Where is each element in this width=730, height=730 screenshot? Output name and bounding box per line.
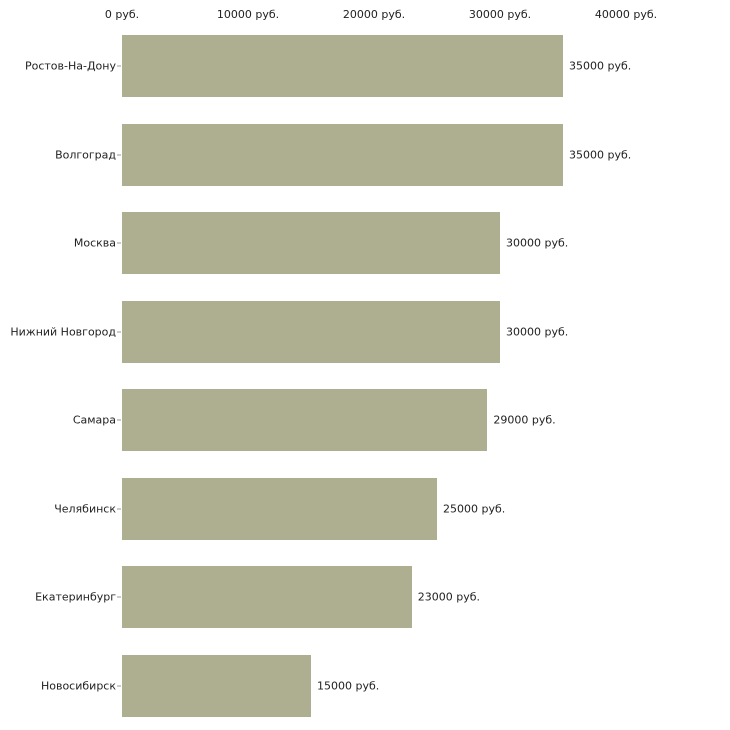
bar[interactable]: [122, 212, 500, 274]
x-axis-tick-label: 40000 руб.: [594, 8, 658, 21]
bar-value-label: 30000 руб.: [506, 236, 569, 250]
category-label: Самара: [72, 413, 116, 427]
category-tick-mark: [117, 508, 121, 509]
category-label: Челябинск: [54, 502, 116, 516]
bar-row: [72, 389, 730, 451]
bar-value-label: 30000 руб.: [506, 325, 569, 339]
category-label: Москва: [73, 236, 116, 250]
category-label: Новосибирск: [40, 679, 116, 693]
x-axis-tick-label: 30000 руб.: [468, 8, 532, 21]
category-tick-mark: [117, 154, 121, 155]
bar-value-label: 15000 руб.: [317, 679, 380, 693]
bar-row: [73, 212, 730, 274]
x-axis-tick-label: 0 руб.: [104, 8, 140, 21]
bar-row: [10, 301, 730, 363]
bar[interactable]: [122, 389, 487, 451]
category-tick-mark: [117, 420, 121, 421]
bar-row: [55, 124, 730, 186]
bar-value-label: 35000 руб.: [569, 148, 632, 162]
bar[interactable]: [122, 566, 412, 628]
bar[interactable]: [122, 655, 311, 717]
bar[interactable]: [122, 478, 437, 540]
bar-value-label: 35000 руб.: [569, 59, 632, 73]
bar-row: [54, 478, 730, 540]
bar-value-label: 29000 руб.: [493, 413, 556, 427]
bar-value-label: 25000 руб.: [443, 502, 506, 516]
bar-row: [35, 566, 730, 628]
bar-row: [24, 35, 730, 97]
bar-row: [40, 655, 730, 717]
x-axis-tick-label: 10000 руб.: [216, 8, 280, 21]
bar[interactable]: [122, 124, 563, 186]
category-label: Ростов-На-Дону: [24, 59, 116, 73]
category-label: Нижний Новгород: [10, 325, 116, 339]
bar[interactable]: [122, 35, 563, 97]
category-label: Волгоград: [55, 148, 116, 162]
category-tick-mark: [117, 685, 121, 686]
bar[interactable]: [122, 301, 500, 363]
category-tick-mark: [117, 597, 121, 598]
category-tick-mark: [117, 243, 121, 244]
x-axis-tick-label: 20000 руб.: [342, 8, 406, 21]
category-label: Екатеринбург: [35, 590, 116, 604]
bar-value-label: 23000 руб.: [417, 590, 481, 604]
category-tick-mark: [117, 331, 121, 332]
plot-area: [10, 22, 730, 730]
x-axis: [0, 0, 730, 22]
category-tick-mark: [117, 66, 121, 67]
